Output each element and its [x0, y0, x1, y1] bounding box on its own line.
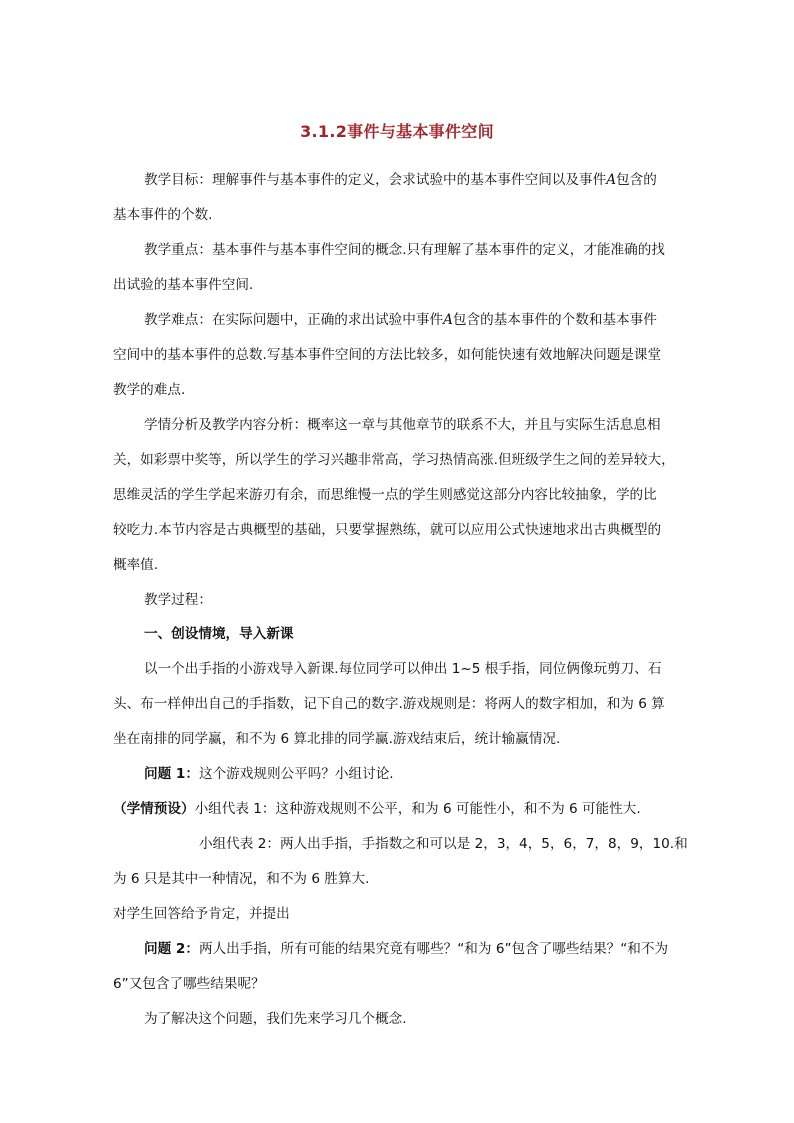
page-title: 3.1.2事件与基本事件空间: [300, 122, 494, 141]
preview-line: （学情预设）小组代表 1：这种游戏规则不公平，和为 6 可能性小，和不为 6 可能性大.: [113, 801, 641, 817]
intro-line-2: 头、布一样伸出自己的手指数，记下自己的数字.游戏规则是：将两人的数字相加，和为 6 算: [113, 696, 665, 712]
focus-line-1: 教学重点：基本事件与基本事件空间的概念.只有理解了基本事件的定义，才能准确的找: [144, 242, 665, 258]
question-2-line-1: 问题 2：两人出手指，所有可能的结果究竟有哪些？“和为 6”包含了哪些结果？“和不为: [144, 941, 669, 957]
affirm-line: 对学生回答给予肯定，并提出: [113, 906, 290, 922]
objective-line-1: 教学目标：理解事件与基本事件的定义，会求试验中的基本事件空间以及事件A包含的: [144, 172, 657, 188]
preview-label: （学情预设）: [113, 801, 195, 817]
event-a-symbol: A: [606, 172, 617, 188]
objective-line-2: 基本事件的个数.: [113, 207, 213, 223]
objective-label: 教学目标：: [144, 172, 212, 188]
rep2-line-1: 小组代表 2：两人出手指，手指数之和可以是 2，3，4，5，6，7，8，9，10.和: [199, 836, 688, 852]
difficulty-line-2: 空间中的基本事件的总数.写基本事件空间的方法比较多，如何能快速有效地解决问题是课堂: [113, 347, 662, 363]
question-2-line-2: 6”又包含了哪些结果呢？: [113, 976, 265, 992]
question-1: 问题 1：这个游戏规则公平吗？小组讨论.: [144, 766, 394, 782]
closing-line: 为了解决这个问题，我们先来学习几个概念.: [144, 1011, 407, 1027]
intro-line-3: 坐在南排的同学赢，和不为 6 算北排的同学赢.游戏结束后，统计输赢情况.: [113, 731, 561, 747]
section-heading-1: 一、创设情境，导入新课: [144, 626, 294, 642]
event-a-symbol: A: [443, 312, 453, 328]
analysis-line-5: 概率值.: [113, 557, 159, 573]
focus-label: 教学重点：: [144, 242, 212, 258]
analysis-line-4: 较吃力.本节内容是古典概型的基础，只要掌握熟练，就可以应用公式快速地求出古典概型的: [113, 522, 662, 538]
focus-line-2: 出试验的基本事件空间.: [113, 277, 254, 293]
difficulty-line-3: 教学的难点.: [113, 382, 186, 398]
analysis-line-1: 学情分析及教学内容分析：概率这一章与其他章节的联系不大，并且与实际生活息息相: [144, 417, 661, 433]
difficulty-line-1: 教学难点：在实际问题中，正确的求出试验中事件A包含的基本事件的个数和基本事件: [144, 312, 657, 328]
question-1-label: 问题 1：: [144, 766, 199, 782]
difficulty-label: 教学难点：: [144, 312, 212, 328]
analysis-line-2: 关，如彩票中奖等，所以学生的学习兴趣非常高，学习热情高涨.但班级学生之间的差异较大，: [113, 452, 675, 468]
analysis-line-3: 思维灵活的学生学起来游刃有余，而思维慢一点的学生则感觉这部分内容比较抽象，学的比: [113, 487, 657, 503]
intro-line-1: 以一个出手指的小游戏导入新课.每位同学可以伸出 1~5 根手指，同位俩像玩剪刀、石: [144, 661, 662, 677]
process-heading: 教学过程：: [144, 592, 212, 608]
question-2-label: 问题 2：: [144, 941, 199, 957]
rep2-line-2: 为 6 只是其中一种情况，和不为 6 胜算大.: [113, 871, 370, 887]
